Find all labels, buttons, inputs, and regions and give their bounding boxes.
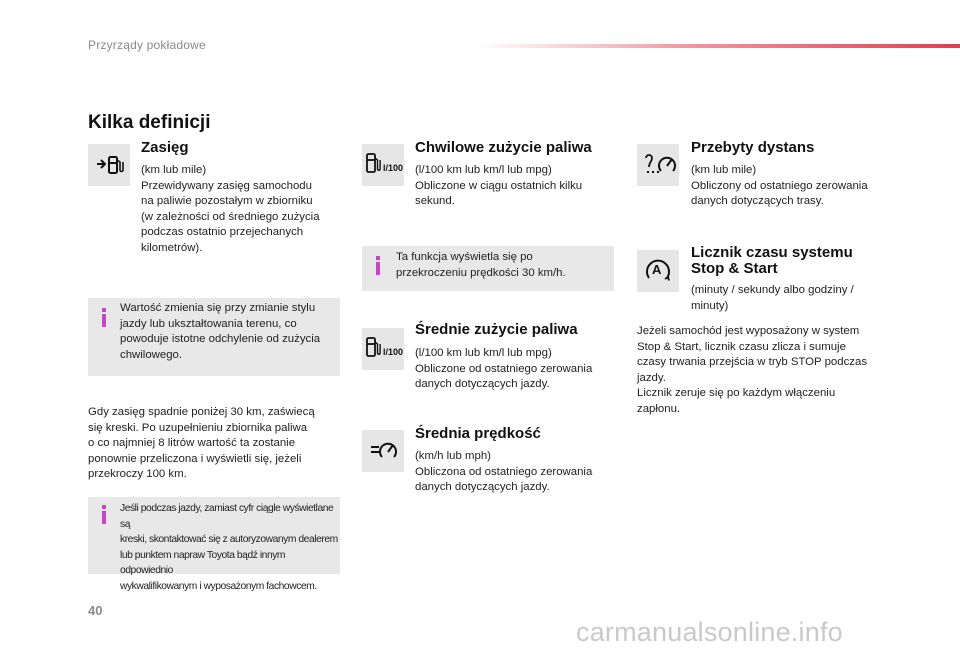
average-speed-description: (km/h lub mph) Obliczona od ostatniego zerowania danych dotyczących jazdy. [415,450,593,493]
range-pump-icon [88,144,130,186]
info-icon [376,262,380,275]
page-number: 40 [88,603,103,618]
info-icon [102,314,106,327]
section-title: Kilka definicji [88,112,211,133]
stop-start-icon [637,250,679,292]
average-consumption-icon-label: l/100 [383,347,404,357]
header-title: Przyrządy pokładowe [88,38,206,52]
watermark: carmanualsonline.info [576,617,843,647]
average-consumption-title: Średnie zużycie paliwa [415,321,578,338]
range-title: Zasięg [141,139,189,156]
range-description: (km lub mile) Przewidywany zasięg samochodu na paliwie pozostałym w zbiorniku (w zależności od średniego zużycia podczas ostatnio przejechanych kilometrów). [141,164,320,254]
average-speed-title: Średnia prędkość [415,425,541,442]
distance-travelled-description: (km lub mile) Obliczony od ostatniego zerowania danych dotyczących trasy. [691,164,868,207]
stop-start-description: (minuty / sekundy albo godziny / minuty) [691,284,854,312]
instant-consumption-icon-label: l/100 [383,163,404,173]
info-icon [102,511,106,524]
header-accent-bar [478,44,960,48]
info-box-style-change [88,298,340,376]
info-box-speed-threshold [362,246,614,291]
info-box-dashes-contact [88,497,340,592]
average-consumption-description: (l/100 km lub km/l lub mpg) Obliczone od ostatniego zerowania danych dotyczących jazdy. [415,347,593,390]
instant-consumption-title: Chwilowe zużycie paliwa [415,139,592,156]
distance-travelled-icon [637,144,679,186]
info-text-speed-threshold: Ta funkcja wyświetla się po przekroczeniu prędkości 30 km/h. [396,251,566,279]
range-dashes-paragraph: Gdy zasięg spadnie poniżej 30 km, zaświecą się kreski. Po uzupełnieniu zbiornika paliwa o co najmniej 8 litrów wartość ta zostanie ponownie przeliczona i wyświetli się, jeżeli przekroczy 100 km. [88,406,315,480]
stop-start-paragraph: Jeżeli samochód jest wyposażony w system Stop & Start, licznik czasu zlicza i sumuje czasy trwania przejścia w tryb STOP podczas jazdy. Licznik zeruje się po każdym włączeniu zapłonu. [637,325,868,415]
instant-consumption-description: (l/100 km lub km/l lub mpg) Obliczone w ciągu ostatnich kilku sekund. [415,164,583,207]
stop-start-icon-label: A [652,262,662,277]
info-text-style-change: Wartość zmienia się przy zmianie stylu jazdy lub ukształtowania terenu, co powoduje istotne odchylenie od zużycia chwilowego. [120,302,321,361]
info-text-dashes-contact: Jeśli podczas jazdy, zamiast cyfr ciągle wyświetlane są kreski, skontaktować się z autoryzowanym dealerem lub punktem napraw Toyota bądź innym odpowiednio wykwalifikowanym i wyposażonym fachowcem. [120,503,338,592]
distance-travelled-title: Przebyty dystans [691,139,815,156]
average-speed-icon [362,430,404,472]
stop-start-title: Licznik czasu systemu Stop & Start [691,244,853,277]
